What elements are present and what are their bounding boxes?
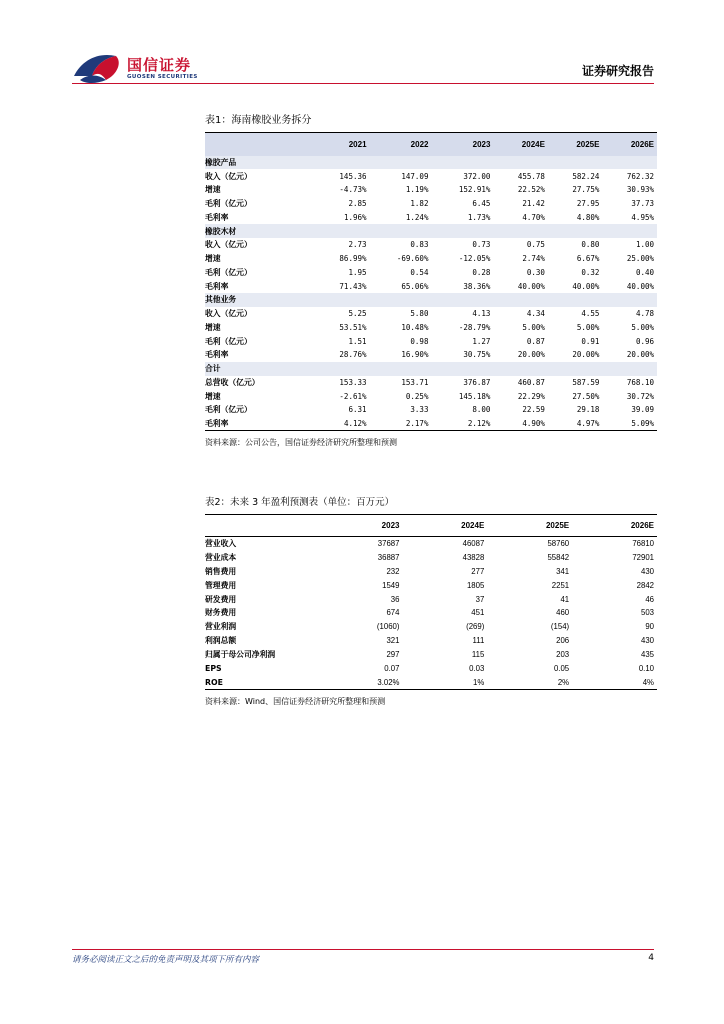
table-cell: 153.33 — [339, 377, 367, 387]
row-label: 研发费用 — [205, 594, 237, 604]
row-label: EPS — [205, 663, 222, 673]
table-row — [205, 606, 657, 620]
table-cell: 582.24 — [572, 171, 600, 181]
table-cell: 86.99% — [339, 254, 367, 264]
table-cell: 0.40 — [635, 267, 654, 277]
table1-caption: 表1：海南橡胶业务拆分 — [205, 115, 312, 126]
table-cell: 46087 — [462, 539, 485, 549]
table-cell: (269) — [466, 622, 485, 632]
table-row — [205, 389, 657, 403]
table2-caption: 表2：未来 3 年盈利预测表（单位：百万元） — [205, 497, 395, 508]
table-cell: 0.80 — [581, 240, 600, 250]
table-cell: 451 — [471, 608, 485, 618]
table-cell: 40.00% — [626, 281, 654, 291]
table-cell: 22.52% — [517, 185, 545, 195]
table-cell — [493, 293, 548, 307]
table-cell: 2251 — [551, 580, 570, 590]
table-row — [205, 648, 657, 662]
table-cell — [548, 156, 603, 170]
table-cell: 6.45 — [472, 199, 491, 209]
table-cell: 40.00% — [517, 281, 545, 291]
table-cell: 6.67% — [576, 254, 600, 264]
table-cell: 115 — [471, 650, 485, 660]
table-cell: 38.36% — [463, 281, 491, 291]
row-label: 其他业务 — [205, 293, 315, 307]
table-cell: 0.28 — [472, 267, 491, 277]
column-header-label — [205, 515, 315, 537]
table-cell: 0.73 — [472, 240, 491, 250]
column-header-year: 2023 — [381, 521, 400, 530]
table-cell: 41 — [560, 594, 570, 604]
row-label: 财务费用 — [205, 608, 237, 618]
table-row — [205, 578, 657, 592]
table-row — [205, 675, 657, 689]
table-cell: 111 — [472, 636, 485, 646]
logo-text-en: GUOSEN SECURITIES — [127, 74, 198, 80]
table-row — [205, 307, 657, 321]
table-row — [205, 211, 657, 225]
logo-text-cn: 国信证券 — [127, 56, 192, 74]
table-cell — [431, 293, 493, 307]
table-cell: 1.82 — [410, 199, 429, 209]
table-cell: -69.60% — [396, 254, 429, 264]
row-label: 合计 — [205, 362, 315, 376]
table-cell: 4.80% — [576, 212, 600, 222]
row-label: 增速 — [205, 185, 221, 195]
row-label: 毛利率 — [205, 418, 229, 428]
table-row — [205, 550, 657, 564]
column-header-year: 2021 — [315, 133, 370, 156]
table-cell: 0.05 — [553, 663, 570, 673]
table-cell: 430 — [640, 566, 654, 576]
table-row — [205, 348, 657, 362]
report-type-title: 证券研究报告 — [581, 64, 654, 78]
table-cell: 3.02% — [377, 677, 400, 687]
table-cell: 27.75% — [572, 185, 600, 195]
disclaimer-note: 请务必阅读正文之后的免责声明及其项下所有内容 — [72, 955, 260, 965]
table-cell: 587.59 — [572, 377, 600, 387]
table-cell — [315, 224, 370, 238]
table-cell: 2.12% — [467, 418, 491, 428]
table-cell: 153.71 — [401, 377, 429, 387]
table-cell — [431, 362, 493, 376]
table-cell: 0.54 — [410, 267, 429, 277]
table-cell: 46 — [645, 594, 654, 604]
table-row — [205, 252, 657, 266]
table-cell: 5.25 — [348, 309, 367, 319]
table-cell: 4.55 — [581, 309, 600, 319]
table-row — [205, 662, 657, 676]
table-row — [205, 564, 657, 578]
column-header-year: 2025E — [545, 521, 570, 530]
table-cell: 297 — [386, 650, 400, 660]
table1-source: 资料来源：公司公告，国信证券经济研究所整理和预测 — [205, 438, 397, 447]
row-label: 毛利率 — [205, 281, 229, 291]
table-row — [205, 403, 657, 417]
row-label: 收入（亿元） — [205, 240, 252, 250]
table-cell: 1.95 — [348, 267, 367, 277]
table-cell: 1.00 — [635, 240, 654, 250]
page-number: 4 — [648, 953, 654, 963]
table-cell: 455.78 — [517, 171, 545, 181]
table-cell: 37.73 — [631, 199, 654, 209]
table-cell: 1.51 — [348, 336, 367, 346]
table-cell: (154) — [550, 622, 570, 632]
table-row — [205, 183, 657, 197]
table-cell: 376.87 — [463, 377, 491, 387]
table-cell: 30.72% — [626, 391, 654, 401]
table-cell: 4.13 — [472, 309, 491, 319]
table-cell: 36 — [390, 594, 400, 604]
row-label: 收入（亿元） — [205, 309, 252, 319]
table-cell: 4.95% — [631, 212, 654, 222]
table-cell: 37687 — [377, 539, 400, 549]
table-cell: 145.36 — [339, 171, 367, 181]
table-cell: 762.32 — [626, 171, 654, 181]
table-row — [205, 334, 657, 348]
table-cell: 21.42 — [522, 199, 545, 209]
table-cell: 2.74% — [522, 254, 545, 264]
table-cell: 90 — [645, 622, 654, 632]
table-cell: 4% — [642, 677, 654, 687]
row-label: 增速 — [205, 322, 221, 332]
section-row — [205, 156, 657, 170]
business-breakdown-table — [205, 132, 657, 431]
table-cell — [493, 224, 548, 238]
column-header-year: 2024E — [461, 521, 485, 530]
table-cell: 2.73 — [348, 240, 367, 250]
table-cell — [493, 156, 548, 170]
table-cell — [493, 362, 548, 376]
table-cell: 1.96% — [343, 212, 367, 222]
table-cell: 43828 — [462, 552, 485, 562]
table-row — [205, 238, 657, 252]
table-cell: 341 — [556, 566, 570, 576]
table-cell: 4.12% — [343, 418, 367, 428]
row-label: 增速 — [205, 254, 221, 264]
table-cell: 3.33 — [410, 405, 429, 415]
section-row — [205, 362, 657, 376]
table-cell: 2.85 — [348, 199, 367, 209]
table-cell: 28.76% — [339, 350, 367, 360]
row-label: 毛利（亿元） — [205, 267, 252, 277]
table-cell — [602, 293, 657, 307]
table-cell: 1.73% — [467, 212, 491, 222]
table-cell — [370, 224, 432, 238]
table-cell: 435 — [640, 650, 654, 660]
table-cell: 5.00% — [631, 322, 654, 332]
table-cell: 4.97% — [576, 418, 600, 428]
table-cell: 277 — [471, 566, 485, 576]
table2-block — [205, 494, 657, 707]
column-header-year: 2022 — [370, 133, 432, 156]
table-cell: 16.90% — [401, 350, 429, 360]
table-cell: 2842 — [636, 580, 654, 590]
table-cell — [431, 156, 493, 170]
table-cell: 5.80 — [410, 309, 429, 319]
guosen-logo-icon — [72, 50, 124, 84]
table-cell: -4.73% — [339, 185, 367, 195]
table-cell: 0.25% — [405, 391, 429, 401]
table-cell: 27.50% — [572, 391, 600, 401]
table-cell: 22.29% — [517, 391, 545, 401]
table2-header-row — [205, 515, 657, 537]
table-row — [205, 592, 657, 606]
table-cell: 460.87 — [517, 377, 545, 387]
table-row — [205, 620, 657, 634]
table-cell: 503 — [640, 608, 654, 618]
row-label: ROE — [205, 677, 223, 687]
table-cell: 65.06% — [401, 281, 429, 291]
table-cell: 5.00% — [522, 322, 545, 332]
table-cell: 55842 — [547, 552, 570, 562]
table-cell: 1% — [473, 677, 485, 687]
row-label: 总营收（亿元） — [205, 377, 260, 387]
table-cell — [370, 156, 432, 170]
table1-header-row — [205, 133, 657, 156]
table-cell: 206 — [556, 636, 570, 646]
table-cell: 674 — [386, 608, 400, 618]
column-header-year: 2024E — [493, 133, 548, 156]
table-cell: 4.70% — [522, 212, 545, 222]
table-cell — [370, 362, 432, 376]
table-cell: 152.91% — [458, 185, 491, 195]
table-cell: 2% — [557, 677, 570, 687]
table-row — [205, 169, 657, 183]
table-cell: 58760 — [547, 539, 570, 549]
table-cell: 145.18% — [458, 391, 491, 401]
table-cell — [602, 362, 657, 376]
table-cell: 0.98 — [410, 336, 429, 346]
table-cell: 6.31 — [348, 405, 367, 415]
table-cell — [602, 156, 657, 170]
row-label: 利润总额 — [205, 636, 237, 646]
row-label: 毛利（亿元） — [205, 336, 252, 346]
row-label: 毛利（亿元） — [205, 405, 252, 415]
row-label: 橡胶木材 — [205, 224, 315, 238]
table-cell: -2.61% — [339, 391, 367, 401]
table-cell: 22.59 — [522, 405, 545, 415]
row-label: 毛利率 — [205, 212, 229, 222]
row-label: 增速 — [205, 391, 221, 401]
row-label: 销售费用 — [205, 566, 237, 576]
table-cell: 321 — [386, 636, 400, 646]
table-cell — [370, 293, 432, 307]
table-cell: 460 — [556, 608, 570, 618]
row-label: 毛利率 — [205, 350, 229, 360]
table-cell: 1549 — [382, 580, 400, 590]
table-cell: 10.48% — [401, 322, 429, 332]
table-cell: 39.09 — [631, 405, 654, 415]
table-cell: 72901 — [632, 552, 654, 562]
table-cell — [315, 362, 370, 376]
table-cell: 71.43% — [339, 281, 367, 291]
table-cell — [602, 224, 657, 238]
row-label: 归属于母公司净利润 — [205, 650, 276, 660]
table-cell: 29.18 — [576, 405, 600, 415]
section-row — [205, 293, 657, 307]
table-cell: 20.00% — [626, 350, 654, 360]
table-cell: 768.10 — [626, 377, 654, 387]
table-cell: 430 — [640, 636, 654, 646]
table-cell: 4.34 — [526, 309, 545, 319]
table-cell: 1.24% — [405, 212, 429, 222]
table-cell: 1.19% — [405, 185, 429, 195]
table-cell: 53.51% — [339, 322, 367, 332]
table-cell: 0.32 — [581, 267, 600, 277]
column-header-year: 2023 — [431, 133, 493, 156]
table-cell: 0.83 — [410, 240, 429, 250]
table-row — [205, 376, 657, 390]
table-cell: 5.00% — [576, 322, 600, 332]
table-cell — [548, 362, 603, 376]
table-cell: 0.91 — [581, 336, 600, 346]
row-label: 管理费用 — [205, 580, 237, 590]
row-label: 营业收入 — [205, 539, 237, 549]
profit-forecast-table — [205, 514, 657, 690]
table-cell: 1.27 — [472, 336, 491, 346]
table-cell: (1060) — [376, 622, 400, 632]
table-cell: 36887 — [377, 552, 400, 562]
table-cell: 5.09% — [631, 418, 654, 428]
company-logo — [72, 50, 202, 86]
table-cell: 30.93% — [626, 185, 654, 195]
table-cell: 20.00% — [572, 350, 600, 360]
table-cell: 1805 — [466, 580, 485, 590]
footer-divider — [72, 949, 654, 950]
table-row — [205, 279, 657, 293]
column-header-year: 2025E — [548, 133, 603, 156]
table-row — [205, 537, 657, 551]
table-cell: 25.00% — [626, 254, 654, 264]
row-label: 毛利（亿元） — [205, 199, 252, 209]
table-cell — [431, 224, 493, 238]
table-row — [205, 266, 657, 280]
table-cell: 0.75 — [526, 240, 545, 250]
table2-source: 资料来源：Wind、国信证券经济研究所整理和预测 — [205, 696, 386, 706]
table-cell: 0.87 — [526, 336, 545, 346]
section-row — [205, 224, 657, 238]
table-cell: 0.03 — [469, 663, 485, 673]
table-cell — [315, 156, 370, 170]
row-label: 橡胶产品 — [205, 156, 315, 170]
column-header-label — [205, 133, 315, 156]
row-label: 营业利润 — [205, 622, 237, 632]
table-row — [205, 417, 657, 431]
table1-block — [205, 111, 657, 448]
table-cell: -12.05% — [458, 254, 491, 264]
table-cell: 4.90% — [522, 418, 545, 428]
table-cell: 40.00% — [572, 281, 600, 291]
table-cell: 30.75% — [463, 350, 491, 360]
table-cell: 0.30 — [526, 267, 545, 277]
table-cell: 76810 — [632, 539, 654, 549]
table-cell: 2.17% — [405, 418, 429, 428]
table-cell: 27.95 — [576, 199, 600, 209]
row-label: 营业成本 — [205, 552, 237, 562]
table-cell: 232 — [386, 566, 400, 576]
table-row — [205, 197, 657, 211]
table-cell: 147.09 — [401, 171, 429, 181]
header-divider — [72, 83, 654, 84]
table-cell: 0.96 — [635, 336, 654, 346]
column-header-year: 2026E — [602, 133, 657, 156]
table-cell: 0.07 — [384, 663, 400, 673]
table-cell: 37 — [475, 594, 485, 604]
table-row — [205, 634, 657, 648]
table-row — [205, 321, 657, 335]
table-cell: 4.78 — [635, 309, 654, 319]
table-cell: 20.00% — [517, 350, 545, 360]
table-cell: 372.00 — [463, 171, 491, 181]
column-header-year: 2026E — [630, 521, 654, 530]
table-cell: -28.79% — [458, 322, 491, 332]
table-cell — [548, 293, 603, 307]
table-cell: 8.00 — [472, 405, 491, 415]
table-cell — [548, 224, 603, 238]
table-cell: 0.10 — [638, 663, 654, 673]
row-label: 收入（亿元） — [205, 171, 252, 181]
table-cell: 203 — [556, 650, 570, 660]
table-cell — [315, 293, 370, 307]
